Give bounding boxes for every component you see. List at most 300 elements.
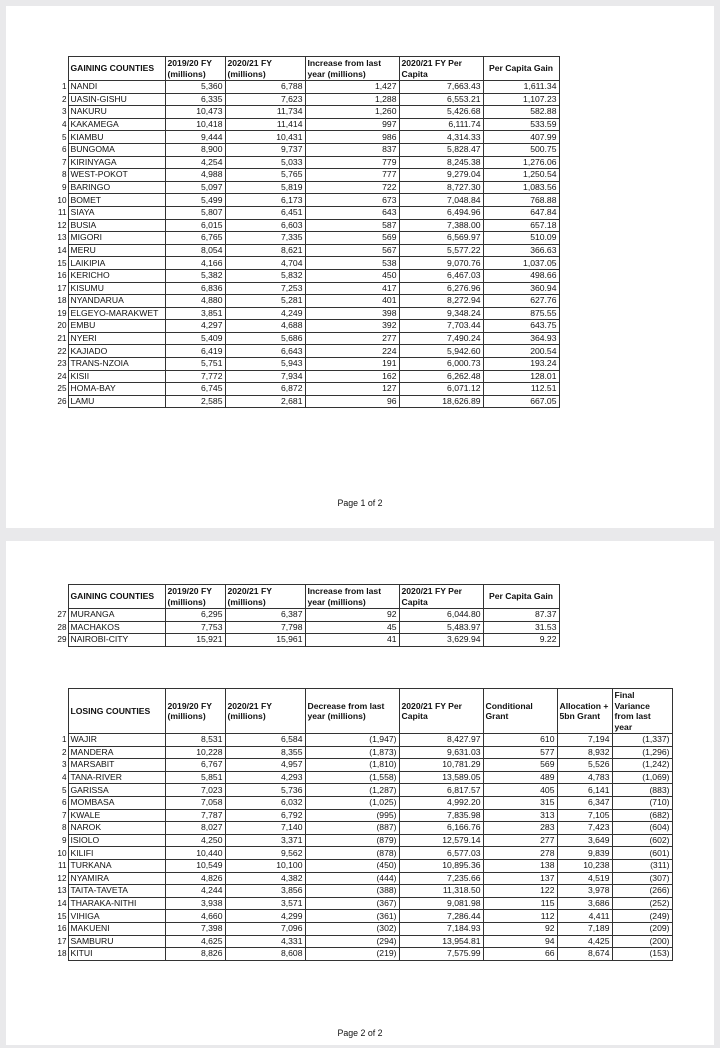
table-cell-value: 6,032 bbox=[225, 796, 305, 809]
row-number: 23 bbox=[57, 359, 67, 369]
county-name: KIRINYAGA bbox=[68, 156, 165, 169]
table-cell-value: (1,069) bbox=[612, 771, 672, 784]
table-row bbox=[54, 244, 559, 257]
row-number: 9 bbox=[61, 835, 67, 845]
table-cell-value: 5,409 bbox=[165, 332, 225, 345]
table-cell-value: 997 bbox=[305, 118, 399, 131]
table-cell-value: 1,260 bbox=[305, 106, 399, 119]
table-cell-value: 722 bbox=[305, 181, 399, 194]
table-cell-value: 647.84 bbox=[483, 206, 559, 219]
county-name: KILIFI bbox=[68, 847, 165, 860]
table-cell-value: 10,549 bbox=[165, 859, 225, 872]
row-number: 16 bbox=[57, 924, 67, 934]
table-cell-value: 6,767 bbox=[165, 759, 225, 772]
table-cell-value: 10,228 bbox=[165, 746, 225, 759]
table-row bbox=[54, 834, 672, 847]
row-number: 14 bbox=[57, 898, 67, 908]
table-cell-value: 1,250.54 bbox=[483, 169, 559, 182]
table-cell-value: 122 bbox=[483, 885, 557, 898]
table-cell-value: 6,765 bbox=[165, 232, 225, 245]
table-row bbox=[54, 771, 672, 784]
table-row bbox=[54, 320, 559, 333]
table-cell-value: 1,107.23 bbox=[483, 93, 559, 106]
row-number: 28 bbox=[57, 622, 67, 632]
table-cell-value: 3,978 bbox=[557, 885, 612, 898]
row-number: 24 bbox=[57, 371, 67, 381]
table-cell-value: 7,096 bbox=[225, 922, 305, 935]
header-allocation: Allocation + 5bn Grant bbox=[557, 689, 612, 734]
table-cell-value: (710) bbox=[612, 796, 672, 809]
table-cell-value: 8,427.97 bbox=[399, 734, 483, 747]
table-cell-value: 405 bbox=[483, 784, 557, 797]
table-cell-value: 7,398 bbox=[165, 922, 225, 935]
county-name: MAKUENI bbox=[68, 922, 165, 935]
row-number: 18 bbox=[57, 296, 67, 306]
table-cell-value: 6,788 bbox=[225, 81, 305, 94]
table-cell-value: 7,194 bbox=[557, 734, 612, 747]
page-footer: Page 1 of 2 bbox=[337, 498, 383, 508]
table-cell-value: 1,427 bbox=[305, 81, 399, 94]
table-cell-value: (361) bbox=[305, 910, 399, 923]
table-cell-value: 450 bbox=[305, 269, 399, 282]
table-cell-value: 10,440 bbox=[165, 847, 225, 860]
header-per-capita: 2020/21 FY Per Capita bbox=[399, 585, 483, 609]
table-cell-value: 9,631.03 bbox=[399, 746, 483, 759]
table-cell-value: 112 bbox=[483, 910, 557, 923]
county-name: ELGEYO-MARAKWET bbox=[68, 307, 165, 320]
table-cell-value: 4,249 bbox=[225, 307, 305, 320]
table-cell-value: (879) bbox=[305, 834, 399, 847]
row-number: 2 bbox=[61, 94, 67, 104]
table-cell-value: 6,643 bbox=[225, 345, 305, 358]
table-cell-value: 6,569.97 bbox=[399, 232, 483, 245]
table-row bbox=[54, 872, 672, 885]
table-cell-value: (995) bbox=[305, 809, 399, 822]
table-cell-value: 4,425 bbox=[557, 935, 612, 948]
table-row bbox=[54, 106, 559, 119]
table-cell-value: 224 bbox=[305, 345, 399, 358]
row-number: 12 bbox=[57, 220, 67, 230]
table-cell-value: 10,238 bbox=[557, 859, 612, 872]
table-cell-value: 7,286.44 bbox=[399, 910, 483, 923]
table-cell-value: 5,526 bbox=[557, 759, 612, 772]
table-cell-value: 138 bbox=[483, 859, 557, 872]
table-cell-value: 4,783 bbox=[557, 771, 612, 784]
row-number: 7 bbox=[61, 810, 67, 820]
table-cell-value: 567 bbox=[305, 244, 399, 257]
table-cell-value: 401 bbox=[305, 295, 399, 308]
county-name: KISUMU bbox=[68, 282, 165, 295]
county-name: MANDERA bbox=[68, 746, 165, 759]
table-cell-value: 777 bbox=[305, 169, 399, 182]
table-cell-value: 4,382 bbox=[225, 872, 305, 885]
header-counties: GAINING COUNTIES bbox=[68, 57, 165, 81]
table-cell-value: (604) bbox=[612, 822, 672, 835]
table-cell-value: (1,873) bbox=[305, 746, 399, 759]
table-cell-value: 6,451 bbox=[225, 206, 305, 219]
table-cell-value: 6,872 bbox=[225, 383, 305, 396]
row-number: 21 bbox=[57, 334, 67, 344]
table-cell-value: 5,499 bbox=[165, 194, 225, 207]
county-name: NAKURU bbox=[68, 106, 165, 119]
header-per-capita-gain: Per Capita Gain bbox=[483, 57, 559, 81]
table-header-row bbox=[54, 689, 672, 734]
table-cell-value: 5,483.97 bbox=[399, 621, 483, 634]
county-name: WAJIR bbox=[68, 734, 165, 747]
table-cell-value: (307) bbox=[612, 872, 672, 885]
row-number: 9 bbox=[61, 182, 67, 192]
table-cell-value: 7,048.84 bbox=[399, 194, 483, 207]
row-number: 26 bbox=[57, 397, 67, 407]
table-cell-value: 500.75 bbox=[483, 143, 559, 156]
row-number: 5 bbox=[61, 132, 67, 142]
table-cell-value: 9,737 bbox=[225, 143, 305, 156]
table-header-row bbox=[54, 57, 559, 81]
table-cell-value: 3,629.94 bbox=[399, 634, 483, 647]
row-number: 5 bbox=[61, 785, 67, 795]
table-cell-value: 6,419 bbox=[165, 345, 225, 358]
table-cell-value: 407.99 bbox=[483, 131, 559, 144]
row-number: 22 bbox=[57, 346, 67, 356]
table-cell-value: 5,765 bbox=[225, 169, 305, 182]
table-cell-value: 3,571 bbox=[225, 897, 305, 910]
table-cell-value: 6,553.21 bbox=[399, 93, 483, 106]
county-name: KERICHO bbox=[68, 269, 165, 282]
table-cell-value: 7,934 bbox=[225, 370, 305, 383]
table-cell-value: (1,242) bbox=[612, 759, 672, 772]
table-cell-value: (252) bbox=[612, 897, 672, 910]
county-name: MARSABIT bbox=[68, 759, 165, 772]
row-number: 11 bbox=[58, 208, 67, 218]
table-row bbox=[54, 194, 559, 207]
table-cell-value: 12,579.14 bbox=[399, 834, 483, 847]
table-cell-value: 8,826 bbox=[165, 948, 225, 961]
table-cell-value: 6,494.96 bbox=[399, 206, 483, 219]
table-row bbox=[54, 796, 672, 809]
table-row bbox=[54, 784, 672, 797]
table-cell-value: 6,000.73 bbox=[399, 358, 483, 371]
table-cell-value: 610 bbox=[483, 734, 557, 747]
table-cell-value: 277 bbox=[305, 332, 399, 345]
page-2 bbox=[6, 541, 714, 1045]
county-name: BARINGO bbox=[68, 181, 165, 194]
table-cell-value: 6,347 bbox=[557, 796, 612, 809]
table-cell-value: 313 bbox=[483, 809, 557, 822]
table-cell-value: 8,245.38 bbox=[399, 156, 483, 169]
row-number: 4 bbox=[61, 772, 67, 782]
table-cell-value: 1,276.06 bbox=[483, 156, 559, 169]
table-cell-value: 5,828.47 bbox=[399, 143, 483, 156]
county-name: GARISSA bbox=[68, 784, 165, 797]
table-cell-value: 5,736 bbox=[225, 784, 305, 797]
table-row bbox=[54, 395, 559, 408]
table-cell-value: 7,335 bbox=[225, 232, 305, 245]
table-cell-value: (294) bbox=[305, 935, 399, 948]
table-cell-value: 498.66 bbox=[483, 269, 559, 282]
table-cell-value: 191 bbox=[305, 358, 399, 371]
table-row bbox=[54, 634, 559, 647]
table-cell-value: 277 bbox=[483, 834, 557, 847]
table-row bbox=[54, 734, 672, 747]
table-cell-value: 643.75 bbox=[483, 320, 559, 333]
table-cell-value: 3,851 bbox=[165, 307, 225, 320]
table-cell-value: 9,070.76 bbox=[399, 257, 483, 270]
table-cell-value: 7,105 bbox=[557, 809, 612, 822]
county-name: BUNGOMA bbox=[68, 143, 165, 156]
county-name: THARAKA-NITHI bbox=[68, 897, 165, 910]
table-cell-value: 3,371 bbox=[225, 834, 305, 847]
county-name: LAIKIPIA bbox=[68, 257, 165, 270]
table-cell-value: 10,100 bbox=[225, 859, 305, 872]
table-cell-value: 4,166 bbox=[165, 257, 225, 270]
table-cell-value: 5,281 bbox=[225, 295, 305, 308]
table-cell-value: 4,250 bbox=[165, 834, 225, 847]
header-per-capita: 2020/21 FY Per Capita bbox=[399, 689, 483, 734]
header-2019-fy: 2019/20 FY (millions) bbox=[165, 57, 225, 81]
table-cell-value: 283 bbox=[483, 822, 557, 835]
table-cell-value: 112.51 bbox=[483, 383, 559, 396]
table-cell-value: 6,295 bbox=[165, 609, 225, 622]
table-cell-value: 9,562 bbox=[225, 847, 305, 860]
table-cell-value: 417 bbox=[305, 282, 399, 295]
table-cell-value: (219) bbox=[305, 948, 399, 961]
row-number: 27 bbox=[57, 610, 67, 620]
table-cell-value: 1,083.56 bbox=[483, 181, 559, 194]
table-cell-value: 7,423 bbox=[557, 822, 612, 835]
table-cell-value: 7,575.99 bbox=[399, 948, 483, 961]
header-final-variance: Final Variance from last year bbox=[612, 689, 672, 734]
table-cell-value: 193.24 bbox=[483, 358, 559, 371]
table-cell-value: (311) bbox=[612, 859, 672, 872]
table-cell-value: 4,992.20 bbox=[399, 796, 483, 809]
table-cell-value: 4,880 bbox=[165, 295, 225, 308]
county-name: MACHAKOS bbox=[68, 621, 165, 634]
table-cell-value: (209) bbox=[612, 922, 672, 935]
table-cell-value: 13,589.05 bbox=[399, 771, 483, 784]
table-row bbox=[54, 269, 559, 282]
table-cell-value: 4,299 bbox=[225, 910, 305, 923]
table-cell-value: 6,335 bbox=[165, 93, 225, 106]
table-cell-value: 87.37 bbox=[483, 609, 559, 622]
row-number: 10 bbox=[57, 195, 67, 205]
table-cell-value: 2,585 bbox=[165, 395, 225, 408]
row-number: 17 bbox=[57, 936, 67, 946]
county-name: MURANGA bbox=[68, 609, 165, 622]
county-name: SAMBURU bbox=[68, 935, 165, 948]
table-cell-value: 9,279.04 bbox=[399, 169, 483, 182]
county-name: HOMA-BAY bbox=[68, 383, 165, 396]
row-number: 1 bbox=[61, 735, 67, 745]
table-cell-value: 10,431 bbox=[225, 131, 305, 144]
county-name: ISIOLO bbox=[68, 834, 165, 847]
table-cell-value: 5,577.22 bbox=[399, 244, 483, 257]
table-cell-value: 6,387 bbox=[225, 609, 305, 622]
table-cell-value: 66 bbox=[483, 948, 557, 961]
table-cell-value: (601) bbox=[612, 847, 672, 860]
table-cell-value: 6,603 bbox=[225, 219, 305, 232]
table-cell-value: 7,753 bbox=[165, 621, 225, 634]
table-row bbox=[54, 609, 559, 622]
row-number: 7 bbox=[61, 157, 67, 167]
table-cell-value: 837 bbox=[305, 143, 399, 156]
table-row bbox=[54, 822, 672, 835]
table-cell-value: 6,467.03 bbox=[399, 269, 483, 282]
header-2020-fy: 2020/21 FY (millions) bbox=[225, 689, 305, 734]
table-cell-value: 8,608 bbox=[225, 948, 305, 961]
row-number: 3 bbox=[61, 760, 67, 770]
row-number: 19 bbox=[57, 308, 67, 318]
row-number: 29 bbox=[57, 635, 67, 645]
table-cell-value: 779 bbox=[305, 156, 399, 169]
county-name: LAMU bbox=[68, 395, 165, 408]
county-name: SIAYA bbox=[68, 206, 165, 219]
table-row bbox=[54, 935, 672, 948]
table-cell-value: 6,141 bbox=[557, 784, 612, 797]
table-cell-value: 1,037.05 bbox=[483, 257, 559, 270]
table-cell-value: 7,703.44 bbox=[399, 320, 483, 333]
table-cell-value: (444) bbox=[305, 872, 399, 885]
table-cell-value: 45 bbox=[305, 621, 399, 634]
table-cell-value: 366.63 bbox=[483, 244, 559, 257]
table-cell-value: (1,810) bbox=[305, 759, 399, 772]
table-cell-value: 11,414 bbox=[225, 118, 305, 131]
table-row bbox=[54, 307, 559, 320]
table-cell-value: 4,244 bbox=[165, 885, 225, 898]
table-row bbox=[54, 885, 672, 898]
row-number: 12 bbox=[57, 873, 67, 883]
table-cell-value: 315 bbox=[483, 796, 557, 809]
table-cell-value: (367) bbox=[305, 897, 399, 910]
table-cell-value: 6,111.74 bbox=[399, 118, 483, 131]
table-cell-value: 7,189 bbox=[557, 922, 612, 935]
table-cell-value: 875.55 bbox=[483, 307, 559, 320]
table-cell-value: 31.53 bbox=[483, 621, 559, 634]
table-cell-value: (450) bbox=[305, 859, 399, 872]
table-cell-value: 4,331 bbox=[225, 935, 305, 948]
county-name: NYANDARUA bbox=[68, 295, 165, 308]
gaining-counties-table-continued bbox=[54, 584, 560, 647]
table-cell-value: (266) bbox=[612, 885, 672, 898]
table-cell-value: 4,254 bbox=[165, 156, 225, 169]
table-cell-value: 6,173 bbox=[225, 194, 305, 207]
row-number: 10 bbox=[57, 848, 67, 858]
header-conditional-grant: Conditional Grant bbox=[483, 689, 557, 734]
row-number: 15 bbox=[57, 258, 67, 268]
table-cell-value: 6,817.57 bbox=[399, 784, 483, 797]
table-cell-value: 9,348.24 bbox=[399, 307, 483, 320]
table-cell-value: 6,584 bbox=[225, 734, 305, 747]
table-cell-value: 5,832 bbox=[225, 269, 305, 282]
table-row bbox=[54, 93, 559, 106]
table-cell-value: 8,531 bbox=[165, 734, 225, 747]
table-cell-value: (878) bbox=[305, 847, 399, 860]
table-cell-value: 768.88 bbox=[483, 194, 559, 207]
header-increase: Increase from last year (millions) bbox=[305, 57, 399, 81]
header-per-capita: 2020/21 FY Per Capita bbox=[399, 57, 483, 81]
table-cell-value: 4,314.33 bbox=[399, 131, 483, 144]
table-cell-value: 11,734 bbox=[225, 106, 305, 119]
table-cell-value: 6,792 bbox=[225, 809, 305, 822]
table-row bbox=[54, 621, 559, 634]
table-cell-value: 9.22 bbox=[483, 634, 559, 647]
table-row bbox=[54, 257, 559, 270]
table-cell-value: 6,071.12 bbox=[399, 383, 483, 396]
table-cell-value: 7,835.98 bbox=[399, 809, 483, 822]
table-cell-value: 9,839 bbox=[557, 847, 612, 860]
row-number: 15 bbox=[57, 911, 67, 921]
county-name: VIHIGA bbox=[68, 910, 165, 923]
table-cell-value: 4,988 bbox=[165, 169, 225, 182]
table-cell-value: 5,942.60 bbox=[399, 345, 483, 358]
table-cell-value: (153) bbox=[612, 948, 672, 961]
header-decrease: Decrease from last year (millions) bbox=[305, 689, 399, 734]
county-name: KAJIADO bbox=[68, 345, 165, 358]
table-cell-value: 4,519 bbox=[557, 872, 612, 885]
county-name: KISII bbox=[68, 370, 165, 383]
table-cell-value: 577 bbox=[483, 746, 557, 759]
table-cell-value: 9,444 bbox=[165, 131, 225, 144]
table-row bbox=[54, 922, 672, 935]
table-cell-value: 986 bbox=[305, 131, 399, 144]
table-row bbox=[54, 897, 672, 910]
table-cell-value: 7,798 bbox=[225, 621, 305, 634]
table-cell-value: (1,025) bbox=[305, 796, 399, 809]
county-name: TAITA-TAVETA bbox=[68, 885, 165, 898]
table-cell-value: 7,388.00 bbox=[399, 219, 483, 232]
header-counties: LOSING COUNTIES bbox=[68, 689, 165, 734]
table-row bbox=[54, 746, 672, 759]
county-name: UASIN-GISHU bbox=[68, 93, 165, 106]
table-cell-value: 398 bbox=[305, 307, 399, 320]
table-cell-value: 5,807 bbox=[165, 206, 225, 219]
page-1 bbox=[6, 6, 714, 528]
table-cell-value: 5,360 bbox=[165, 81, 225, 94]
row-number: 8 bbox=[61, 170, 67, 180]
header-2019-fy: 2019/20 FY (millions) bbox=[165, 689, 225, 734]
table-cell-value: 5,943 bbox=[225, 358, 305, 371]
table-cell-value: 162 bbox=[305, 370, 399, 383]
county-name: NAROK bbox=[68, 822, 165, 835]
table-cell-value: 667.05 bbox=[483, 395, 559, 408]
table-cell-value: 41 bbox=[305, 634, 399, 647]
table-cell-value: 3,649 bbox=[557, 834, 612, 847]
header-2019-fy: 2019/20 FY (millions) bbox=[165, 585, 225, 609]
table-cell-value: 4,660 bbox=[165, 910, 225, 923]
table-cell-value: 6,044.80 bbox=[399, 609, 483, 622]
row-number: 2 bbox=[61, 747, 67, 757]
table-row bbox=[54, 370, 559, 383]
table-cell-value: (1,947) bbox=[305, 734, 399, 747]
table-cell-value: (602) bbox=[612, 834, 672, 847]
table-row bbox=[54, 809, 672, 822]
table-cell-value: 8,027 bbox=[165, 822, 225, 835]
row-number: 11 bbox=[58, 861, 67, 871]
table-row bbox=[54, 156, 559, 169]
table-cell-value: 94 bbox=[483, 935, 557, 948]
table-row bbox=[54, 859, 672, 872]
table-row bbox=[54, 948, 672, 961]
table-row bbox=[54, 383, 559, 396]
table-cell-value: 7,623 bbox=[225, 93, 305, 106]
table-row bbox=[54, 332, 559, 345]
table-cell-value: 673 bbox=[305, 194, 399, 207]
table-cell-value: 10,895.36 bbox=[399, 859, 483, 872]
table-cell-value: 569 bbox=[305, 232, 399, 245]
row-number: 14 bbox=[57, 245, 67, 255]
table-cell-value: 5,382 bbox=[165, 269, 225, 282]
table-cell-value: 6,262.48 bbox=[399, 370, 483, 383]
county-name: NYERI bbox=[68, 332, 165, 345]
